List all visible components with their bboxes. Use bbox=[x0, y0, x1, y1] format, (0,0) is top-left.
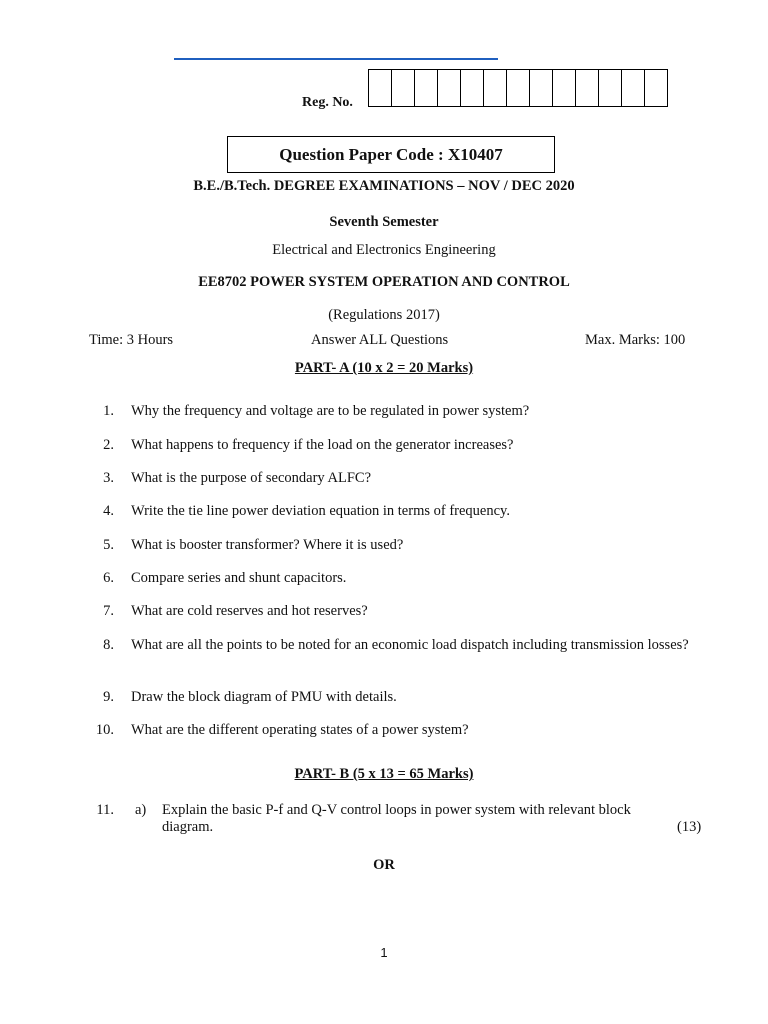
question-number: 2. bbox=[103, 437, 114, 453]
page-number: 1 bbox=[380, 945, 388, 960]
question-number: 3. bbox=[103, 470, 114, 486]
question-text: Explain the basic P-f and Q-V control loops in power system with relevant block diagram. bbox=[162, 802, 631, 835]
reg-no-box bbox=[484, 70, 507, 106]
max-marks: Max. Marks: 100 bbox=[585, 332, 686, 348]
sub-question-label: a) bbox=[135, 802, 147, 818]
question-paper-code: Question Paper Code : X10407 bbox=[227, 136, 555, 173]
reg-no-box bbox=[553, 70, 576, 106]
question-text: Write the tie line power deviation equation in terms of frequency. bbox=[131, 503, 510, 519]
question-text: Compare series and shunt capacitors. bbox=[131, 570, 347, 586]
question-number: 11. bbox=[96, 802, 114, 818]
question-marks: (13) bbox=[677, 819, 702, 835]
reg-no-box bbox=[576, 70, 599, 106]
question-number: 8. bbox=[103, 637, 114, 653]
reg-no-box bbox=[645, 70, 668, 106]
question-number: 5. bbox=[103, 537, 114, 553]
question-text: What are all the points to be noted for an economic load dispatch including transmission losses? bbox=[131, 637, 689, 653]
question-number: 6. bbox=[103, 570, 114, 586]
question-number: 1. bbox=[103, 403, 114, 419]
semester: Seventh Semester bbox=[329, 214, 439, 230]
question-text: Draw the block diagram of PMU with details. bbox=[131, 689, 397, 705]
question-text: Why the frequency and voltage are to be regulated in power system? bbox=[131, 403, 530, 419]
reg-no-box bbox=[622, 70, 645, 106]
question-text: What are cold reserves and hot reserves? bbox=[131, 603, 368, 619]
question-number: 4. bbox=[103, 503, 114, 519]
question-number: 9. bbox=[103, 689, 114, 705]
question-number: 10. bbox=[95, 722, 114, 738]
header-rule bbox=[174, 58, 498, 60]
question-text: What is the purpose of secondary ALFC? bbox=[131, 470, 372, 486]
reg-no-label: Reg. No. bbox=[302, 95, 353, 110]
regulations: (Regulations 2017) bbox=[328, 307, 440, 323]
reg-no-boxes bbox=[368, 69, 668, 107]
reg-no-box bbox=[599, 70, 622, 106]
time-duration: Time: 3 Hours bbox=[89, 332, 174, 348]
reg-no-box bbox=[530, 70, 553, 106]
reg-no-box bbox=[369, 70, 392, 106]
part-a-title: PART- A (10 x 2 = 20 Marks) bbox=[294, 360, 474, 376]
reg-no-box bbox=[392, 70, 415, 106]
reg-no-box bbox=[507, 70, 530, 106]
question-number: 7. bbox=[103, 603, 114, 619]
exam-title: B.E./B.Tech. DEGREE EXAMINATIONS – NOV / DEC 2020 bbox=[193, 178, 575, 194]
or-separator: OR bbox=[373, 857, 395, 873]
question-text: What is booster transformer? Where it is used? bbox=[131, 537, 404, 553]
question-text: What are the different operating states of a power system? bbox=[131, 722, 469, 738]
course-title: EE8702 POWER SYSTEM OPERATION AND CONTROL bbox=[198, 274, 570, 290]
reg-no-box bbox=[415, 70, 438, 106]
question-text: What happens to frequency if the load on the generator increases? bbox=[131, 437, 514, 453]
reg-no-box bbox=[461, 70, 484, 106]
department: Electrical and Electronics Engineering bbox=[272, 242, 496, 258]
reg-no-box bbox=[438, 70, 461, 106]
instruction: Answer ALL Questions bbox=[311, 332, 449, 348]
part-b-title: PART- B (5 x 13 = 65 Marks) bbox=[294, 766, 474, 782]
